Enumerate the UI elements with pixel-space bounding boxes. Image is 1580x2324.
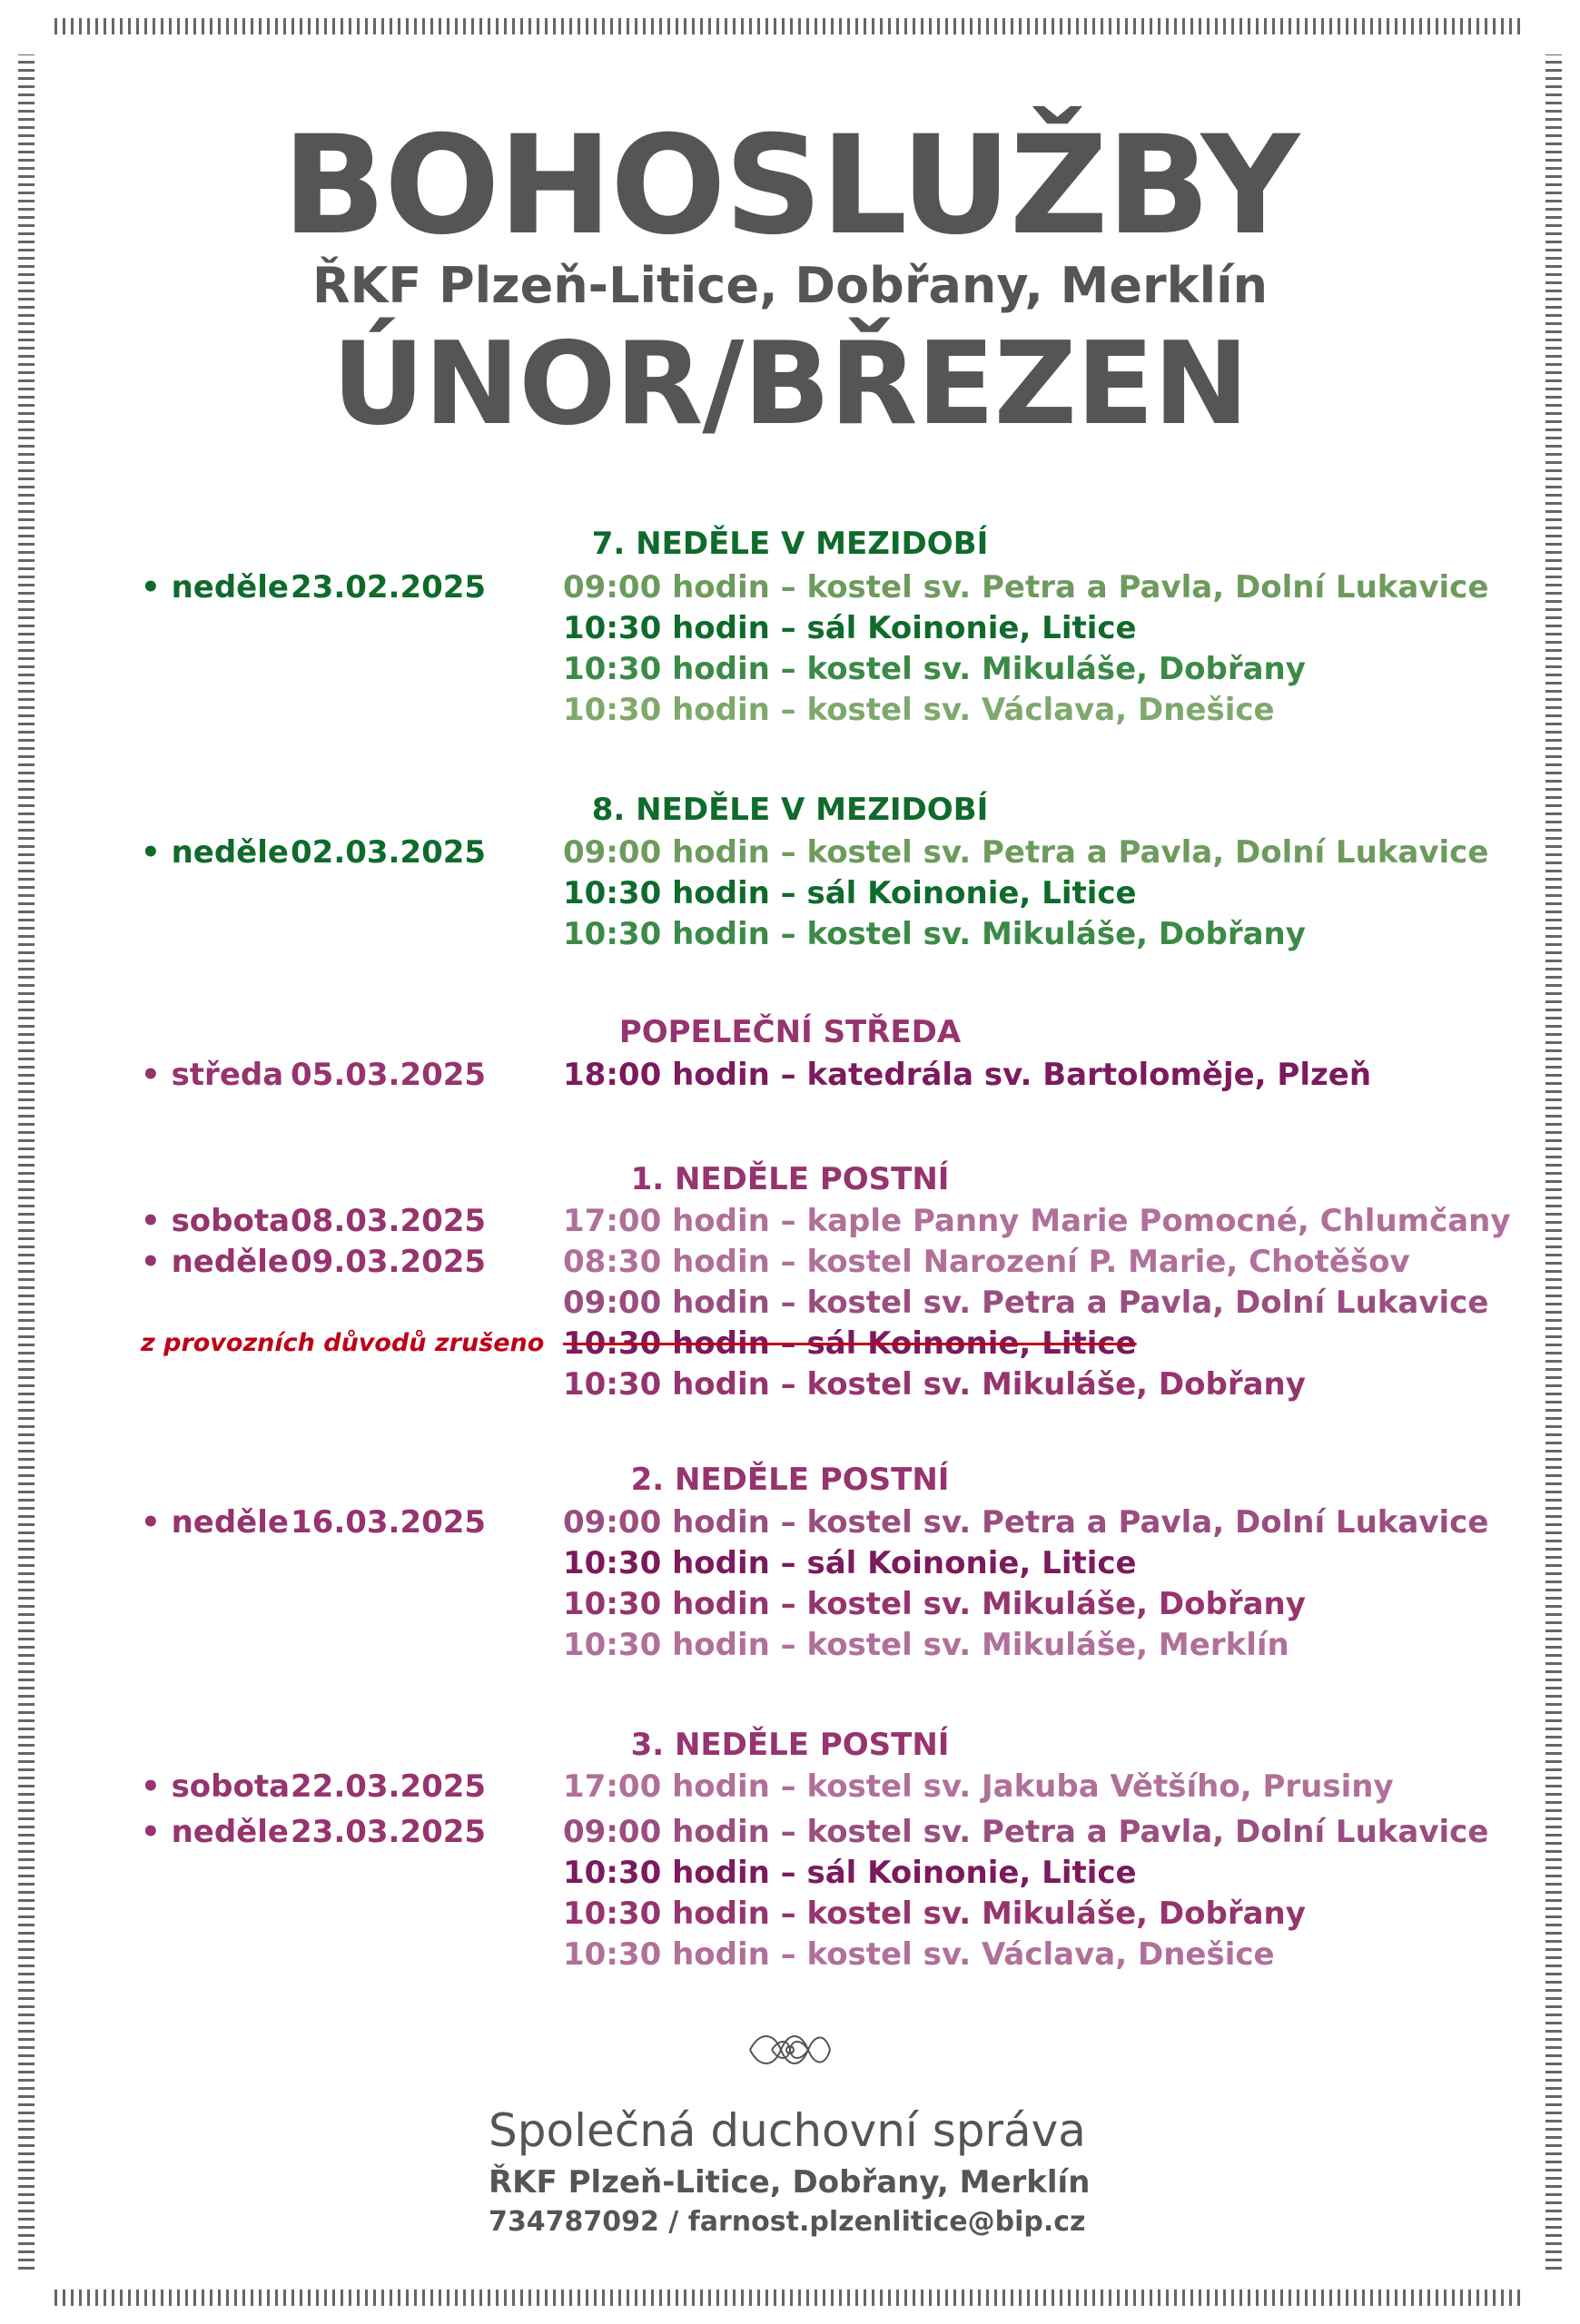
- day-label: • neděle: [141, 569, 289, 606]
- footer-parishes: ŘKF Plzeň-Litice, Dobřany, Merklín: [489, 2164, 1091, 2201]
- mass-time: 09:00 hodin – kostel sv. Petra a Pavla, Dolní Lukavice: [563, 1814, 1489, 1850]
- mass-time: 08:30 hodin – kostel Narození P. Marie, Chotěšov: [563, 1244, 1410, 1280]
- date-label: 22.03.2025: [291, 1768, 487, 1805]
- mass-time: 18:00 hodin – katedrála sv. Bartoloměje, Plzeň: [563, 1057, 1372, 1093]
- list-item: [0, 1766, 1580, 1807]
- day-label: • sobota: [141, 1768, 291, 1805]
- day-label: • neděle: [141, 1504, 289, 1541]
- mass-time: 09:00 hodin – kostel sv. Petra a Pavla, Dolní Lukavice: [563, 1285, 1489, 1321]
- list-item: [0, 1241, 1580, 1283]
- mass-time-cancelled: 10:30 hodin – sál Koinonie, Litice: [563, 1325, 1137, 1362]
- border-top: [54, 18, 1526, 34]
- list-item: [0, 1583, 1580, 1625]
- mass-time: 10:30 hodin – kostel sv. Mikuláše, Merklín: [563, 1627, 1289, 1663]
- list-item: [0, 1893, 1580, 1935]
- date-label: 16.03.2025: [291, 1504, 487, 1541]
- mass-time: 10:30 hodin – sál Koinonie, Litice: [563, 1545, 1137, 1581]
- mass-time: 09:00 hodin – kostel sv. Petra a Pavla, Dolní Lukavice: [563, 569, 1489, 606]
- mass-time: 10:30 hodin – kostel sv. Mikuláše, Dobřany: [563, 1586, 1306, 1622]
- footer-org-name: Společná duchovní správa: [489, 2104, 1086, 2157]
- list-item-cancelled: [0, 1323, 1580, 1364]
- list-item: [0, 1054, 1580, 1096]
- section-title: 1. NEDĚLE POSTNÍ: [630, 1161, 950, 1197]
- list-item: [0, 1811, 1580, 1853]
- day-label: • sobota: [141, 1203, 291, 1239]
- day-label: • středa: [141, 1057, 284, 1093]
- mass-time: 09:00 hodin – kostel sv. Petra a Pavla, Dolní Lukavice: [563, 834, 1489, 871]
- date-label: 05.03.2025: [291, 1057, 487, 1093]
- day-label: • neděle: [141, 834, 289, 871]
- section-title: 2. NEDĚLE POSTNÍ: [630, 1462, 950, 1498]
- section-title: 3. NEDĚLE POSTNÍ: [630, 1727, 950, 1763]
- section-title: 7. NEDĚLE V MEZIDOBÍ: [591, 526, 989, 562]
- list-item: [0, 1934, 1580, 1975]
- list-item: [0, 607, 1580, 649]
- section-title: POPELEČNÍ STŘEDA: [618, 1014, 962, 1050]
- day-label: • neděle: [141, 1244, 289, 1280]
- date-label: 23.02.2025: [291, 569, 487, 606]
- list-item: [0, 913, 1580, 955]
- mass-time: 10:30 hodin – kostel sv. Václava, Dnešice: [563, 1936, 1275, 1973]
- footer-contact: 734787092 / farnost.plzenlitice@bip.cz: [489, 2206, 1086, 2238]
- date-label: 09.03.2025: [291, 1244, 487, 1280]
- border-bottom: [54, 2290, 1526, 2306]
- mass-time: 10:30 hodin – sál Koinonie, Litice: [563, 610, 1137, 646]
- mass-time: 10:30 hodin – sál Koinonie, Litice: [563, 875, 1137, 911]
- mass-time: 17:00 hodin – kostel sv. Jakuba Většího, Prusiny: [563, 1768, 1394, 1805]
- list-item: [0, 832, 1580, 873]
- mass-time: 17:00 hodin – kaple Panny Marie Pomocné, Chlumčany: [563, 1203, 1511, 1239]
- mass-time: 09:00 hodin – kostel sv. Petra a Pavla, Dolní Lukavice: [563, 1504, 1489, 1541]
- section-title: 8. NEDĚLE V MEZIDOBÍ: [591, 792, 989, 828]
- mass-time: 10:30 hodin – kostel sv. Mikuláše, Dobřany: [563, 916, 1306, 952]
- date-label: 08.03.2025: [291, 1203, 487, 1239]
- list-item: [0, 648, 1580, 690]
- list-item: [0, 1502, 1580, 1543]
- list-item: [0, 1364, 1580, 1405]
- page-title: BOHOSLUŽBY: [281, 107, 1299, 265]
- list-item: [0, 1542, 1580, 1584]
- list-item: [0, 1852, 1580, 1894]
- list-item: [0, 1282, 1580, 1324]
- date-label: 02.03.2025: [291, 834, 487, 871]
- list-item: [0, 872, 1580, 914]
- flourish-ornament-icon: [745, 2023, 835, 2077]
- mass-time: 10:30 hodin – kostel sv. Mikuláše, Dobřany: [563, 1366, 1306, 1403]
- date-label: 23.03.2025: [291, 1814, 487, 1850]
- list-item: [0, 566, 1580, 608]
- page-subtitle: ŘKF Plzeň-Litice, Dobřany, Merklín: [311, 257, 1269, 314]
- mass-time: 10:30 hodin – sál Koinonie, Litice: [563, 1855, 1137, 1891]
- list-item: [0, 1200, 1580, 1242]
- mass-time: 10:30 hodin – kostel sv. Václava, Dnešice: [563, 692, 1275, 728]
- page-month: ÚNOR/BŘEZEN: [331, 317, 1249, 450]
- mass-time: 10:30 hodin – kostel sv. Mikuláše, Dobřany: [563, 1896, 1306, 1932]
- mass-time: 10:30 hodin – kostel sv. Mikuláše, Dobřany: [563, 651, 1306, 687]
- list-item: [0, 1624, 1580, 1666]
- cancel-note: z provozních důvodů zrušeno: [141, 1329, 545, 1357]
- list-item: [0, 689, 1580, 731]
- day-label: • neděle: [141, 1814, 289, 1850]
